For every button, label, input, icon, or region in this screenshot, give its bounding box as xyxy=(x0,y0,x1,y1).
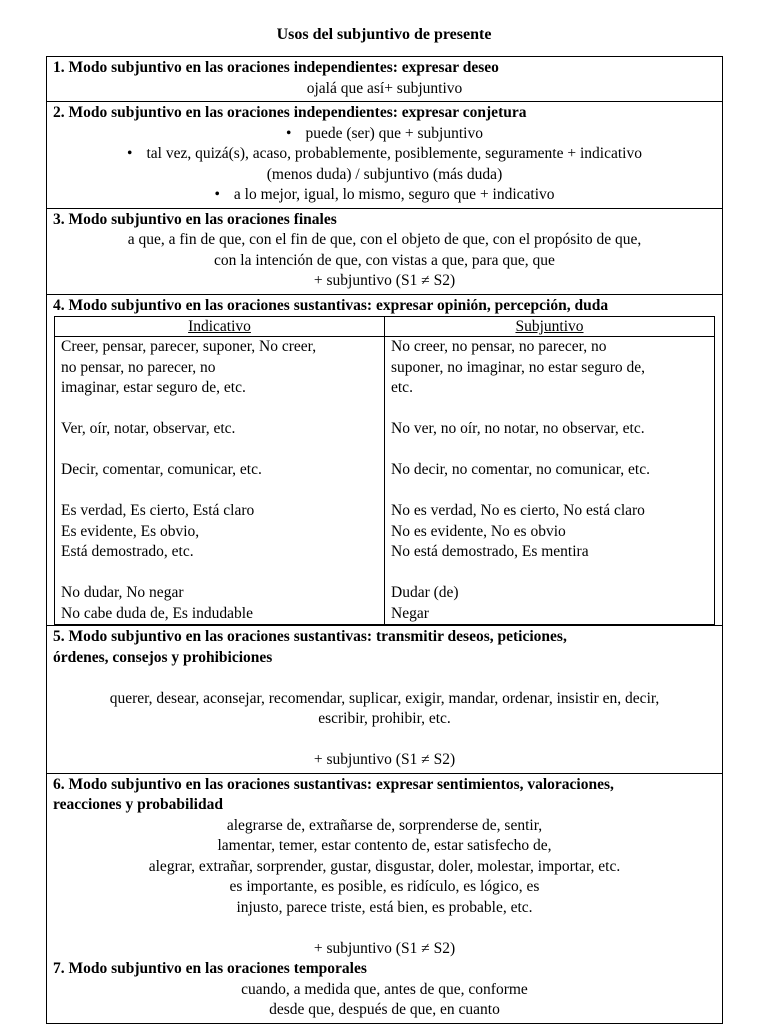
bullet-item xyxy=(53,144,716,165)
indicative-subjunctive-table xyxy=(54,316,715,625)
cell-line: No creer, no pensar, no parecer, no xyxy=(391,338,607,355)
section-7-heading: 7. Modo subjuntivo en las oraciones temporales xyxy=(53,960,367,977)
section-6-line: alegrarse de, extrañarse de, sorprenderse de, sentir, xyxy=(226,816,543,834)
column-header-indicativo: Indicativo xyxy=(55,317,385,337)
indicativo-cell xyxy=(55,337,385,625)
cell-spacer xyxy=(391,563,708,584)
cell-spacer xyxy=(61,563,378,584)
section-2-bullets xyxy=(53,124,716,165)
cell-line: Está demostrado, etc. xyxy=(61,543,194,560)
bullet-text: a lo mejor, igual, lo mismo, seguro que + indicativo xyxy=(233,186,555,203)
cell-line: suponer, no imaginar, no estar seguro de, xyxy=(391,358,646,376)
section-2-bullet-continuation: (menos duda) / subjuntivo (más duda) xyxy=(266,165,503,183)
section-3-heading: 3. Modo subjuntivo en las oraciones finales xyxy=(53,210,337,228)
section-3 xyxy=(47,209,722,295)
section-7-line: desde que, después de que, en cuanto xyxy=(269,1001,500,1018)
subjuntivo-cell xyxy=(385,337,715,625)
document-title: Usos del subjuntivo de presente xyxy=(276,26,492,43)
cell-spacer xyxy=(391,481,708,502)
section-2-bullets-2 xyxy=(53,185,716,206)
cell-line: Es verdad, Es cierto, Está claro xyxy=(61,502,255,519)
cell-line: No decir, no comentar, no comunicar, etc. xyxy=(391,461,650,478)
section-1 xyxy=(47,57,722,102)
section-5 xyxy=(47,626,722,774)
content-table xyxy=(46,56,723,1024)
section-3-line: a que, a fin de que, con el fin de que, con el objeto de que, con el propósito de que, xyxy=(127,231,642,248)
cell-line: no pensar, no parecer, no xyxy=(61,358,216,376)
section-1-line: ojalá que así+ subjuntivo xyxy=(306,79,463,97)
cell-line: Es evidente, Es obvio, xyxy=(61,522,200,540)
section-3-line: + subjuntivo (S1 ≠ S2) xyxy=(313,272,456,289)
section-5-line: escribir, prohibir, etc. xyxy=(318,710,451,727)
section-1-heading: 1. Modo subjuntivo en las oraciones independientes: expresar deseo xyxy=(53,59,499,76)
section-6-line: alegrar, extrañar, sorprender, gustar, disgustar, doler, molestar, importar, etc. xyxy=(148,857,621,875)
bullet-text: puede (ser) que + subjuntivo xyxy=(305,124,483,142)
section-7-line: cuando, a medida que, antes de que, conforme xyxy=(241,980,528,998)
cell-spacer xyxy=(391,440,708,461)
section-6-line: injusto, parece triste, está bien, es probable, etc. xyxy=(236,898,533,916)
cell-spacer xyxy=(61,440,378,461)
cell-line: No es verdad, No es cierto, No está claro xyxy=(391,502,645,519)
section-4 xyxy=(47,295,722,627)
bullet-item xyxy=(53,185,716,206)
section-5-line: + subjuntivo (S1 ≠ S2) xyxy=(313,751,456,768)
spacer xyxy=(53,668,716,689)
cell-line: No es evidente, No es obvio xyxy=(391,522,566,540)
table-row xyxy=(55,337,715,625)
cell-spacer xyxy=(61,399,378,420)
cell-line: No ver, no oír, no notar, no observar, etc. xyxy=(391,420,645,437)
cell-line: etc. xyxy=(391,379,413,396)
cell-spacer xyxy=(391,399,708,420)
spacer xyxy=(53,730,716,751)
section-6-heading-cont: reacciones y probabilidad xyxy=(53,796,223,813)
cell-line: Negar xyxy=(391,604,429,622)
cell-line: No dudar, No negar xyxy=(61,584,184,601)
section-6-line: lamentar, temer, estar contento de, estar satisfecho de, xyxy=(217,837,552,854)
cell-line: Ver, oír, notar, observar, etc. xyxy=(61,420,236,437)
section-6-line: es importante, es posible, es ridículo, es lógico, es xyxy=(229,878,540,895)
section-6-heading: 6. Modo subjuntivo en las oraciones sustantivas: expresar sentimientos, valoraciones, xyxy=(53,775,614,793)
cell-spacer xyxy=(61,481,378,502)
section-2 xyxy=(47,102,722,209)
bullet-item xyxy=(53,124,716,145)
cell-line: imaginar, estar seguro de, etc. xyxy=(61,379,246,396)
section-5-heading: 5. Modo subjuntivo en las oraciones sustantivas: transmitir deseos, peticiones, xyxy=(53,628,567,645)
bullet-text: tal vez, quizá(s), acaso, probablemente, posiblemente, seguramente + indicativo xyxy=(146,145,642,162)
section-4-heading: 4. Modo subjuntivo en las oraciones sustantivas: expresar opinión, percepción, duda xyxy=(53,296,609,314)
table-header-row xyxy=(55,317,715,337)
cell-line: No está demostrado, Es mentira xyxy=(391,543,589,560)
cell-line: Creer, pensar, parecer, suponer, No creer, xyxy=(61,338,317,355)
cell-line: Decir, comentar, comunicar, etc. xyxy=(61,461,262,478)
section-3-line: con la intención de que, con vistas a que, para que, que xyxy=(214,251,555,269)
section-5-line: querer, desear, aconsejar, recomendar, suplicar, exigir, mandar, ordenar, insistir en, decir, xyxy=(109,689,660,707)
column-header-subjuntivo: Subjuntivo xyxy=(385,317,715,337)
cell-line: Dudar (de) xyxy=(391,584,459,601)
section-6-line: + subjuntivo (S1 ≠ S2) xyxy=(313,939,456,957)
section-5-heading-cont: órdenes, consejos y prohibiciones xyxy=(53,648,273,666)
section-2-heading: 2. Modo subjuntivo en las oraciones independientes: expresar conjetura xyxy=(53,104,527,121)
spacer xyxy=(53,918,716,939)
cell-line: No cabe duda de, Es indudable xyxy=(61,604,253,622)
section-6-7 xyxy=(47,774,722,1023)
